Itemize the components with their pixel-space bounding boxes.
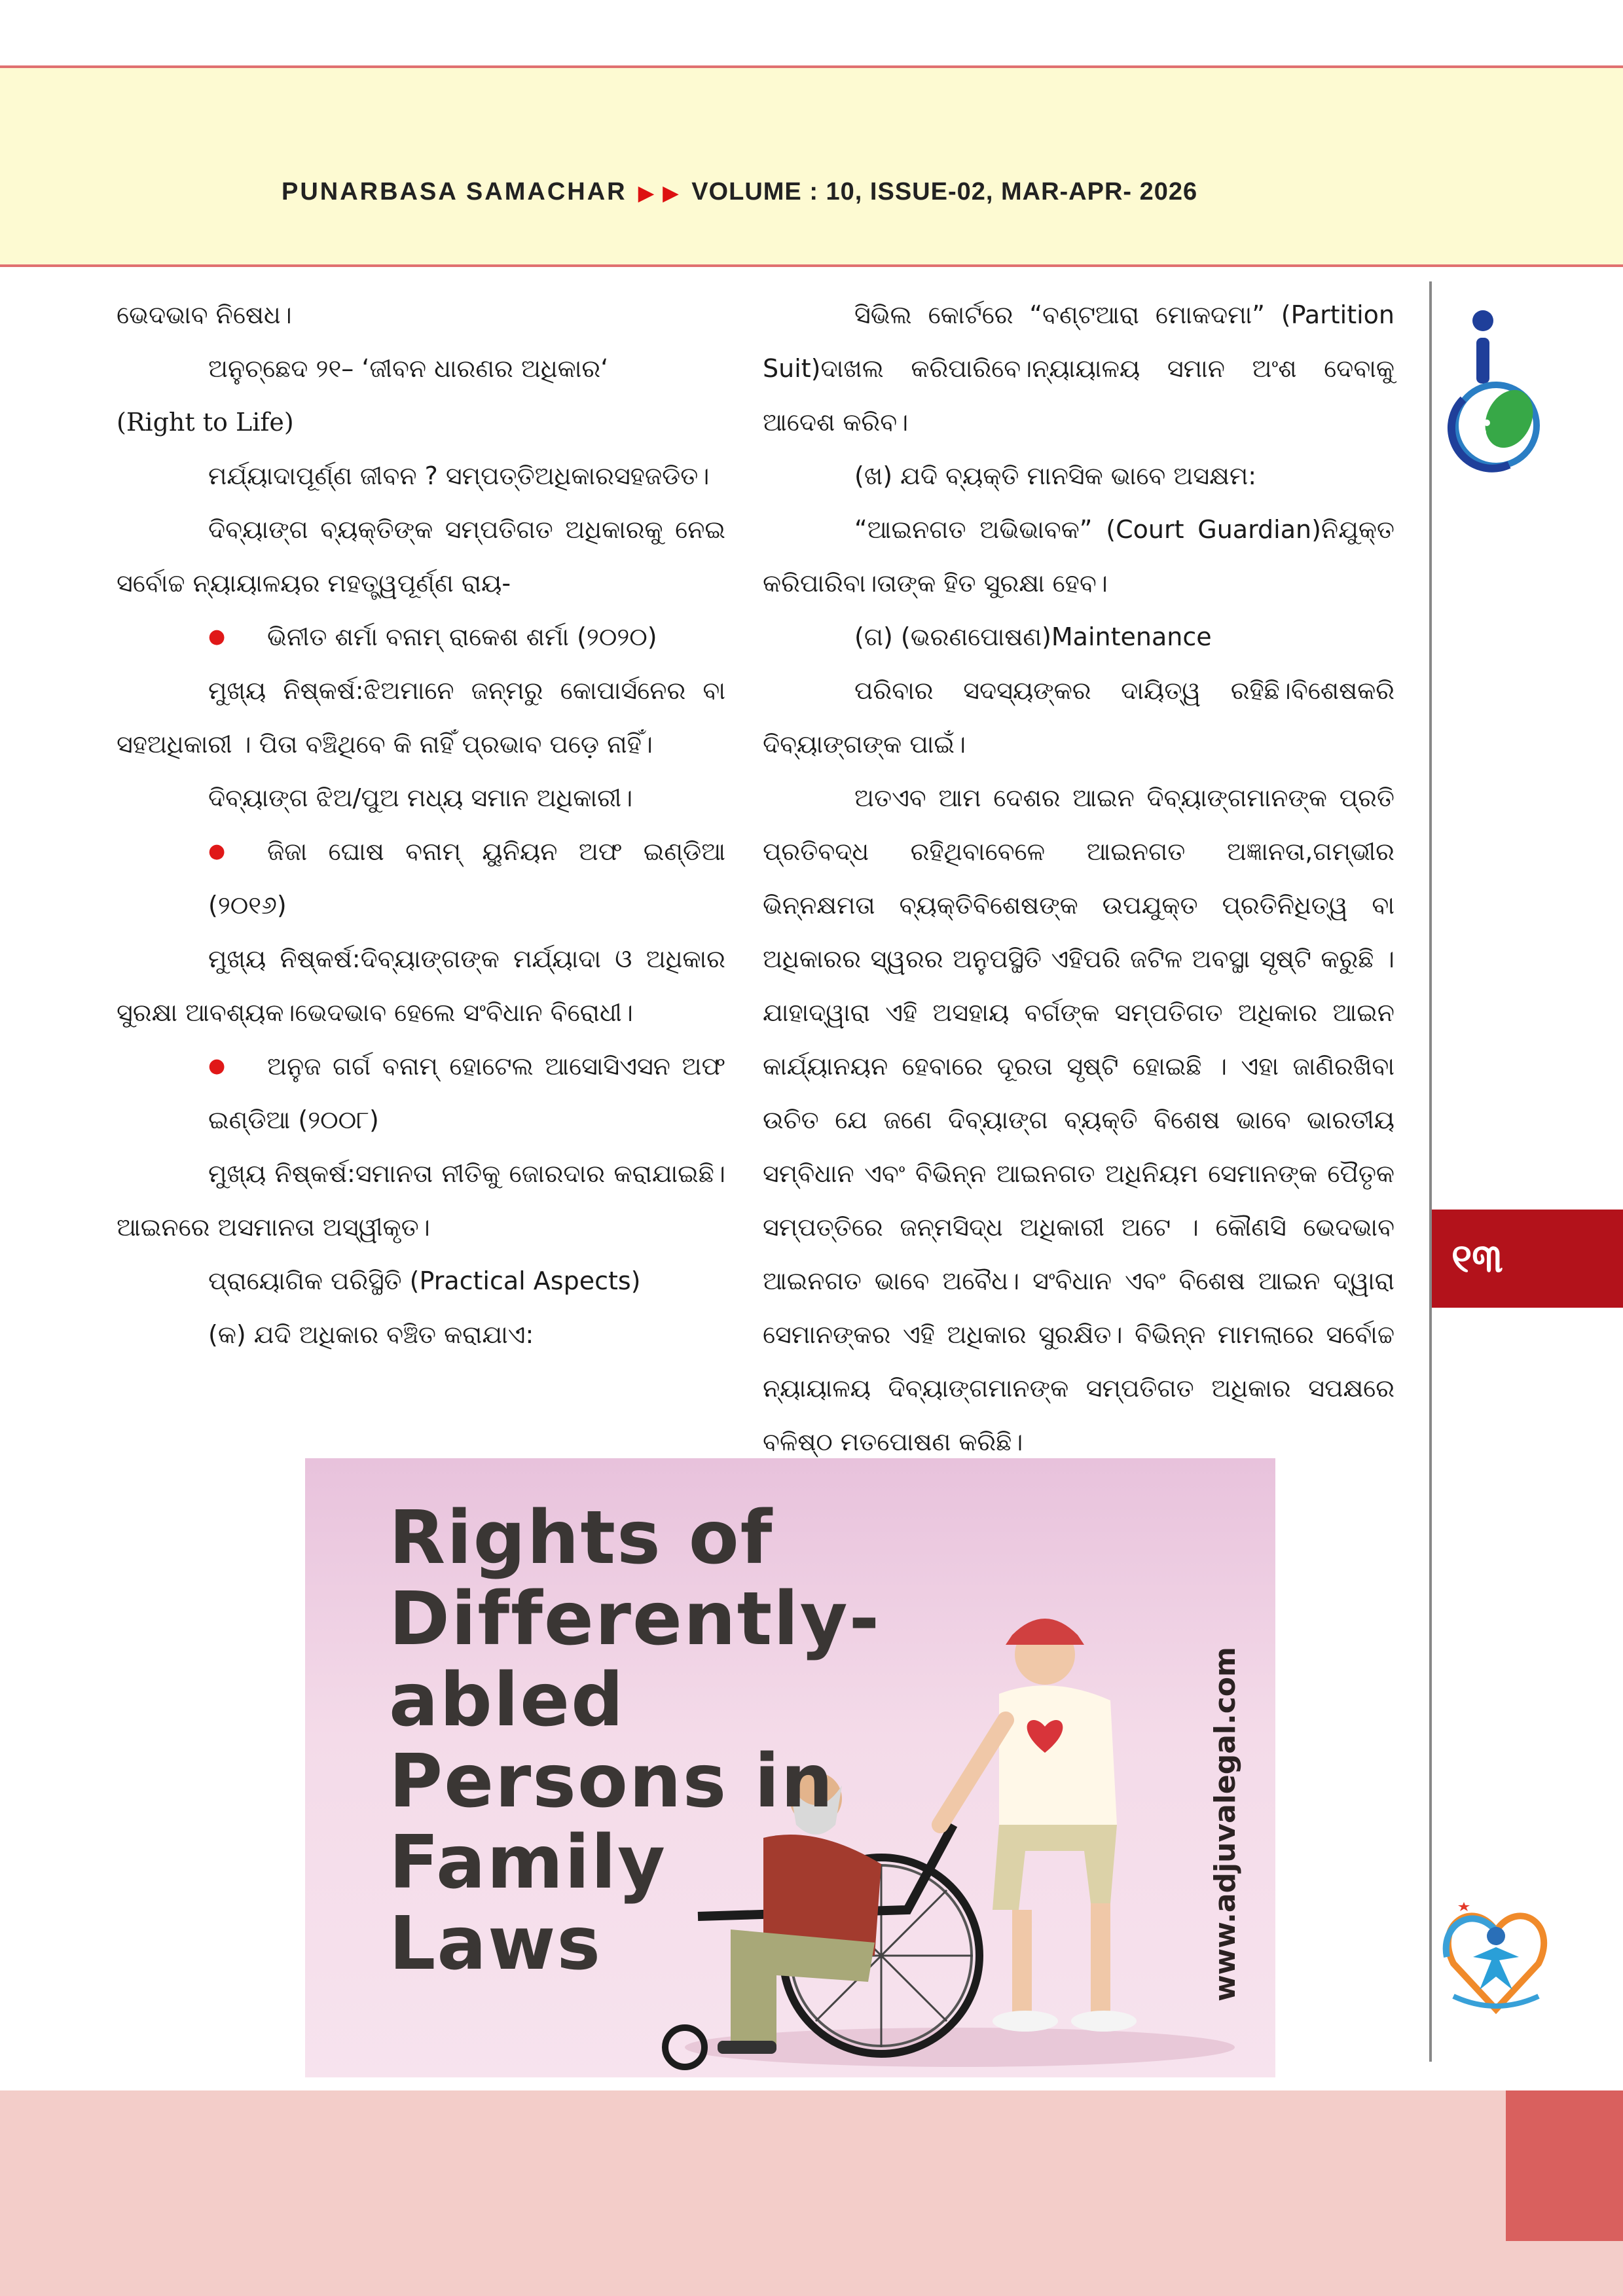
paragraph: (କ) ଯଦି ଅଧିକାର ବଞ୍ଚିତ କରାଯାଏ: bbox=[208, 1320, 534, 1349]
masthead-band bbox=[0, 65, 1623, 267]
title-line: Differently- bbox=[389, 1577, 881, 1662]
paragraph: ମର୍ଯ୍ୟାଦାପୂର୍ଣ୍ଣ ଜୀବନ ? ସମ୍ପତ୍ତିଅଧିକାରସହଜଡିତ। bbox=[208, 461, 710, 490]
url-text: www.adjuvalegal.com bbox=[1209, 1647, 1242, 2001]
page-number: ୧୩ bbox=[1432, 1210, 1623, 1308]
case-bullet bbox=[117, 825, 725, 932]
issue-info: VOLUME : 10, ISSUE-02, MAR-APR- 2026 bbox=[691, 178, 1198, 206]
illustration-url bbox=[1176, 1504, 1242, 2001]
case-title: ଭିନୀତ ଶର୍ମା ବନାମ୍ ରାକେଶ ଶର୍ମା (୨୦୨୦) bbox=[267, 622, 657, 651]
paragraph: “ଆଇନଗତ ଅଭିଭାବକ” (Court Guardian)ନିଯୁକ୍ତ କରିପାରିବା।ତାଙ୍କ ହିତ ସୁରକ୍ଷା ହେବ। bbox=[763, 515, 1395, 598]
footer-band bbox=[0, 2090, 1623, 2296]
paragraph: ମୁଖ୍ୟ ନିଷ୍କର୍ଷ:ଦିବ୍ୟାଙ୍ଗଙ୍କ ମର୍ଯ୍ୟାଦା ଓ ଅଧିକାର ସୁରକ୍ଷା ଆବଶ୍ୟକ।ଭେଦଭାବ ହେଲେ ସଂବିଧାନ ବିରୋଧୀ। bbox=[117, 944, 725, 1027]
paragraph: ସିଭିଲ କୋର୍ଟରେ “ବଣ୍ଟଆରା ମୋକଦମା” (Partition Suit)ଦାଖଲ କରିପାରିବେ।ନ୍ୟାୟାଳୟ ସମାନ ଅଂଶ ଦେବାକୁ ଆଦେଶ କରିବ। bbox=[763, 300, 1395, 437]
case-bullet bbox=[117, 610, 725, 664]
title-line: abled bbox=[389, 1658, 625, 1743]
title-line: Laws bbox=[389, 1901, 602, 1986]
left-column bbox=[117, 288, 725, 1361]
footer-accent-block bbox=[1506, 2090, 1623, 2241]
title-line: Rights of bbox=[389, 1496, 774, 1581]
paragraph: ପରିବାର ସଦସ୍ୟଙ୍କର ଦାୟିତ୍ୱ ରହିଛି।ବିଶେଷକରି ଦିବ୍ୟାଙ୍ଗଙ୍କ ପାଇଁ। bbox=[763, 676, 1395, 759]
paragraph: ଦିବ୍ୟାଙ୍ଗ ବ୍ୟକ୍ତିଙ୍କ ସମ୍ପତିଗତ ଅଧିକାରକୁ ନେଇ ସର୍ବୋଚ୍ଚ ନ୍ୟାୟାଳୟର ମହତ୍ତ୍ୱପୂର୍ଣ୍ଣ ରାୟ- bbox=[117, 515, 725, 598]
paragraph: ଭେଦଭାବ ନିଷେଧ। bbox=[117, 300, 292, 329]
title-line: Persons in bbox=[389, 1739, 835, 1824]
column-divider bbox=[1429, 281, 1432, 2062]
paragraph: ଅତଏବ ଆମ ଦେଶର ଆଇନ ଦିବ୍ୟାଙ୍ଗମାନଙ୍କ ପ୍ରତି ପ୍ରତିବଦ୍ଧ ରହିଥିବାବେଳେ ଆଇନଗତ ଅଜ୍ଞାନତା,ଗମ୍ଭୀର ଭିନ୍ନକ୍ଷମତା ବ୍ୟକ୍ତିବିଶେଷଙ୍କ ଉପଯୁକ୍ତ ପ୍ରତିନିଧିତ୍ୱ ବା ଅଧିକାରର ସ୍ୱରର ଅନୁପସ୍ଥିତି ଏହିପରି ଜଟିଳ ଅବସ୍ଥା ସୃଷ୍ଟି କରୁଛି । ଯାହାଦ୍ୱାରା ଏହି ଅସହାୟ ବର୍ଗଙ୍କ ସମ୍ପତିଗତ ଅଧିକାର ଆଇନ କାର୍ଯ୍ୟାନୟନ ହେବାରେ ଦୂରତା ସୃଷ୍ଟି ହୋଇଛି । ଏହା ଜାଣିରଖିବା ଉଚିତ ଯେ ଜଣେ ଦିବ୍ୟାଙ୍ଗ ବ୍ୟକ୍ତି ବିଶେଷ ଭାବେ ଭାରତୀୟ ସମ୍ବିଧାନ ଏବଂ ବିଭିନ୍ନ ଆଇନଗତ ଅଧିନିୟମ ସେମାନଙ୍କ ପୈତୃକ ସମ୍ପତ୍ତିରେ ଜନ୍ମସିଦ୍ଧ ଅଧିକାରୀ ଅଟେ । କୌଣସି ଭେଦଭାବ ଆଇନଗତ ଭାବେ ଅବୈଧ। ସଂବିଧାନ ଏବଂ ବିଶେଷ ଆଇନ ଦ୍ୱାରା ସେମାନଙ୍କର ଏହି ଅଧିକାର ସୁରକ୍ଷିତ। ବିଭିନ୍ନ ମାମଲାରେ ସର୍ବୋଚ୍ଚ ନ୍ୟାୟାଳୟ ଦିବ୍ୟାଙ୍ଗମାନଙ୍କ ସମ୍ପତିଗତ ଅଧିକାର ସପକ୍ଷରେ ବଳିଷ୍ଠ ମତପୋଷଣ କରିଛି। bbox=[763, 783, 1395, 1456]
paragraph: ପ୍ରାୟୋଗିକ ପରିସ୍ଥିତି (Practical Aspects) bbox=[208, 1266, 641, 1295]
masthead-text bbox=[282, 178, 1197, 206]
paragraph: ମୁଖ୍ୟ ନିଷ୍କର୍ଷ:ଝିଅମାନେ ଜନ୍ମରୁ କୋପାର୍ସନେର ବା ସହଅଧିକାରୀ । ପିତା ବଞ୍ଚିଥିବେ କି ନାହିଁ ପ୍ରଭାବ ପଡ଼େ ନାହିଁ। bbox=[117, 676, 725, 759]
organization-logo-icon bbox=[1434, 1885, 1558, 2022]
paragraph: (Right to Life) bbox=[117, 408, 294, 437]
arrow-right-icon: ▶ ▶ bbox=[638, 183, 680, 204]
publication-name: PUNARBASA SAMACHAR bbox=[282, 178, 627, 206]
case-bullet bbox=[117, 1039, 725, 1147]
title-line: Family bbox=[389, 1820, 667, 1905]
paragraph: ଅନୁଚ୍ଛେଦ ୨୧– ‘ଜୀବନ ଧାରଣର ଅଧିକାର‘ bbox=[208, 354, 609, 383]
article-illustration bbox=[305, 1458, 1275, 2077]
paragraph: ଦିବ୍ୟାଙ୍ଗ ଝିଅ/ପୁଅ ମଧ୍ୟ ସମାନ ଅଧିକାରୀ। bbox=[208, 783, 633, 812]
right-column bbox=[763, 288, 1395, 1469]
illustration-title bbox=[389, 1498, 881, 1984]
case-title: ଅନୁଜ ଗର୍ଗ ବନାମ୍ ହୋଟେଲ ଆସୋସିଏସନ ଅଫ ଇଣ୍ଡିଆ (୨୦୦୮) bbox=[208, 1052, 725, 1134]
paragraph: (ଗ) (ଭରଣପୋଷଣ)Maintenance bbox=[854, 622, 1212, 651]
paragraph: (ଖ) ଯଦି ବ୍ୟକ୍ତି ମାନସିକ ଭାବେ ଅସକ୍ଷମ: bbox=[854, 461, 1257, 490]
wheelchair-logo-icon bbox=[1437, 301, 1548, 497]
paragraph: ମୁଖ୍ୟ ନିଷ୍କର୍ଷ:ସମାନତା ନୀତିକୁ ଜୋରଦାର କରାଯାଇଛି। ଆଇନରେ ଅସମାନତା ଅସ୍ୱୀକୃତ। bbox=[117, 1159, 725, 1242]
case-title: ଜିଜା ଘୋଷ ବନାମ୍ ୟୁନିୟନ ଅଫ ଇଣ୍ଡିଆ (୨୦୧୬) bbox=[208, 837, 725, 920]
